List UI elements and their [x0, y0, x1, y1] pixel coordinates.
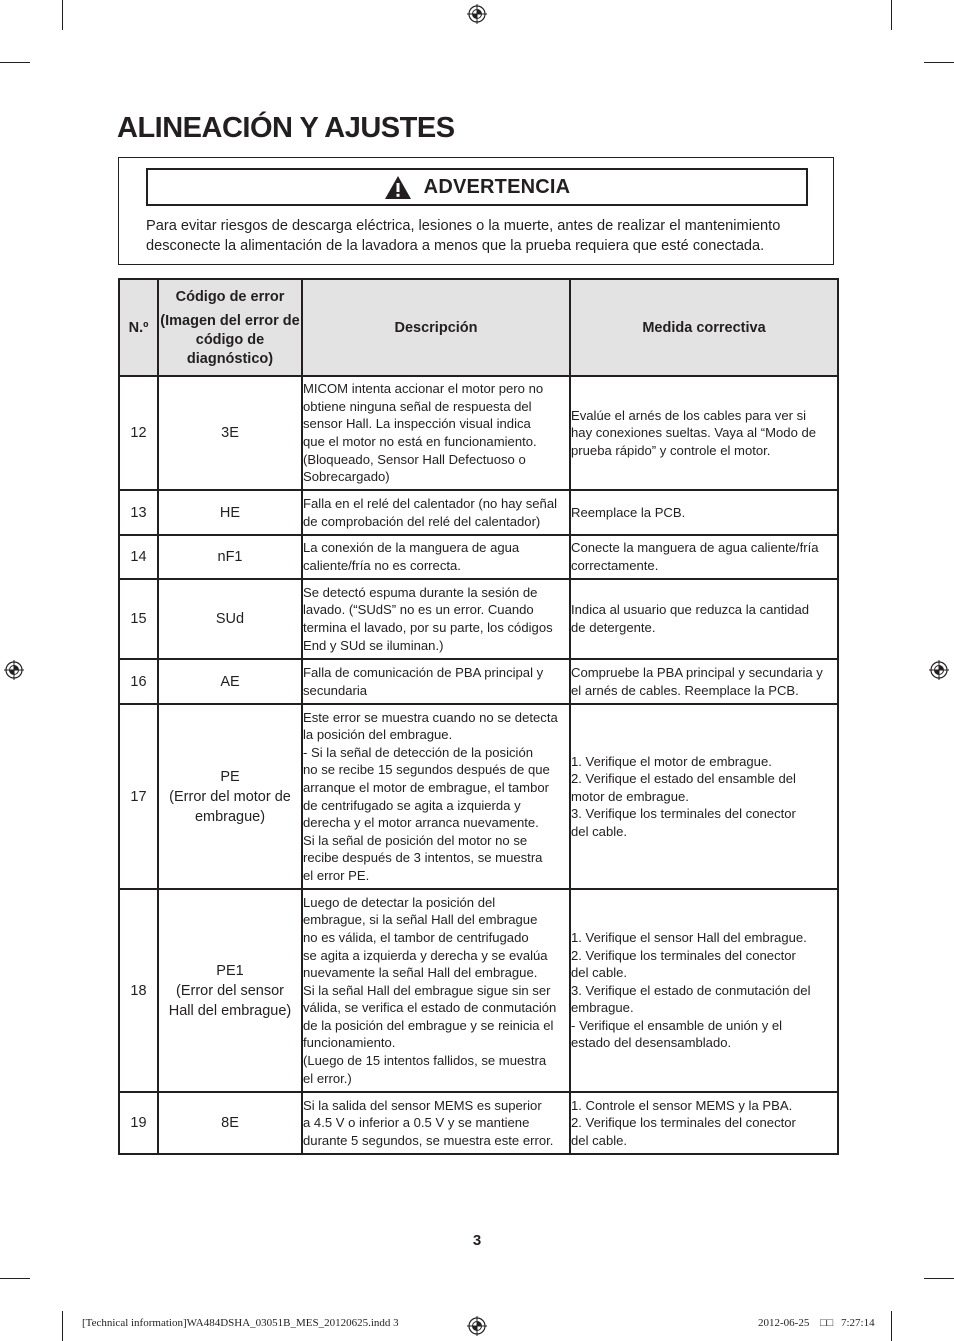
warning-header [146, 168, 808, 206]
warning-text: Para evitar riesgos de descarga eléctrica, lesiones o la muerte, antes de realizar el mantenimiento desconecte la alimentación de la lavadora a menos que la prueba requiera que esté conectada. [146, 218, 781, 254]
error-number: 19 [119, 1092, 158, 1154]
corrective-action: 1. Verifique el sensor Hall del embrague. 2. Verifique los terminales del conector del cable. 3. Verifique el estado de conmutación del embrague. - Verifique el ensamble de unión y el estado del desensamblado. [570, 889, 838, 1092]
error-number: 18 [119, 889, 158, 1092]
table-row [119, 535, 838, 579]
table-row [119, 376, 838, 490]
error-description: Falla de comunicación de PBA principal y secundaria [302, 659, 570, 704]
corrective-action: 1. Verifique el motor de embrague. 2. Verifique el estado del ensamble del motor de embrague. 3. Verifique los terminales del conector del cable. [570, 704, 838, 889]
header-code-subtitle: (Imagen del error de código de diagnóstico) [160, 312, 300, 367]
corrective-action: Reemplace la PCB. [570, 490, 838, 535]
crop-mark [62, 1311, 63, 1341]
error-number: 16 [119, 659, 158, 704]
header-number: N.º [119, 279, 158, 376]
warning-triangle-icon [384, 175, 412, 200]
crop-mark [0, 1278, 30, 1279]
print-slug-placeholder: □□ [820, 1317, 834, 1329]
header-code-title: Código de error [175, 288, 285, 305]
print-slug-time: 7:27:14 [841, 1317, 875, 1329]
error-number: 12 [119, 376, 158, 490]
registration-mark-icon [467, 1316, 487, 1336]
error-description: Falla en el relé del calentador (no hay señal de comprobación del relé del calentador) [302, 490, 570, 535]
registration-mark-icon [929, 660, 949, 680]
table-row [119, 889, 838, 1092]
corrective-action: 1. Controle el sensor MEMS y la PBA. 2. Verifique los terminales del conector del cable. [570, 1092, 838, 1154]
table-row [119, 579, 838, 659]
error-code: 8E [158, 1092, 302, 1154]
error-code: nF1 [158, 535, 302, 579]
crop-mark [62, 0, 63, 30]
print-slug-file: [Technical information]WA484DSHA_03051B_MES_20120625.indd 3 [82, 1317, 399, 1329]
table-row [119, 659, 838, 704]
error-description: La conexión de la manguera de agua caliente/fría no es correcta. [302, 535, 570, 579]
error-code: PE (Error del motor de embrague) [158, 704, 302, 889]
crop-mark [891, 0, 892, 30]
crop-mark [924, 62, 954, 63]
error-code: 3E [158, 376, 302, 490]
error-description: Se detectó espuma durante la sesión de lavado. (“SUdS” no es un error. Cuando termina el lavado, por su parte, los códigos End y SUd se iluminan.) [302, 579, 570, 659]
page-number: 3 [472, 1232, 482, 1249]
error-description: MICOM intenta accionar el motor pero no obtiene ninguna señal de respuesta del sensor Hall. La inspección visual indica que el motor no está en funcionamiento. (Bloqueado, Sensor Hall Defectuoso o Sobrecargado) [302, 376, 570, 490]
error-code-table [118, 278, 839, 1155]
corrective-action: Indica al usuario que reduzca la cantidad de detergente. [570, 579, 838, 659]
crop-mark [924, 1278, 954, 1279]
error-description: Si la salida del sensor MEMS es superior a 4.5 V o inferior a 0.5 V y se mantiene durante 5 segundos, se muestra este error. [302, 1092, 570, 1154]
warning-title: ADVERTENCIA [423, 175, 571, 198]
error-number: 13 [119, 490, 158, 535]
corrective-action: Evalúe el arnés de los cables para ver si hay conexiones sueltas. Vaya al “Modo de prueba rápido” y controle el motor. [570, 376, 838, 490]
crop-mark [0, 62, 30, 63]
registration-mark-icon [467, 4, 487, 24]
error-code: PE1 (Error del sensor Hall del embrague) [158, 889, 302, 1092]
header-action: Medida correctiva [570, 279, 838, 376]
page-title: ALINEACIÓN Y AJUSTES [117, 112, 455, 144]
error-number: 14 [119, 535, 158, 579]
error-number: 15 [119, 579, 158, 659]
error-code: HE [158, 490, 302, 535]
table-row [119, 490, 838, 535]
print-slug-date: 2012-06-25 [758, 1317, 810, 1329]
table-row [119, 1092, 838, 1154]
registration-mark-icon [4, 660, 24, 680]
error-description: Este error se muestra cuando no se detecta la posición del embrague. - Si la señal de detección de la posición no se recibe 15 segundos después de que arranque el motor de embrague, el tambor de centrifugado se agita a izquierda y derecha y el motor arranca nuevamente. Si la señal de posición del motor no se recibe después de 3 intentos, se muestra el error PE. [302, 704, 570, 889]
header-description: Descripción [302, 279, 570, 376]
error-description: Luego de detectar la posición del embrague, si la señal Hall del embrague no es válida, el tambor de centrifugado se agita a izquierda y derecha y se evalúa nuevamente la señal Hall del embrague. Si la señal Hall del embrague sigue sin ser válida, se verifica el estado de conmutación de la posición del embrague y se reinicia el funcionamiento. (Luego de 15 intentos fallidos, se muestra el error.) [302, 889, 570, 1092]
corrective-action: Conecte la manguera de agua caliente/fría correctamente. [570, 535, 838, 579]
error-number: 17 [119, 704, 158, 889]
header-code [158, 279, 302, 376]
crop-mark [891, 1311, 892, 1341]
warning-box [118, 157, 834, 265]
table-header-row [119, 279, 838, 376]
corrective-action: Compruebe la PBA principal y secundaria y el arnés de cables. Reemplace la PCB. [570, 659, 838, 704]
error-code: SUd [158, 579, 302, 659]
table-row [119, 704, 838, 889]
error-code: AE [158, 659, 302, 704]
